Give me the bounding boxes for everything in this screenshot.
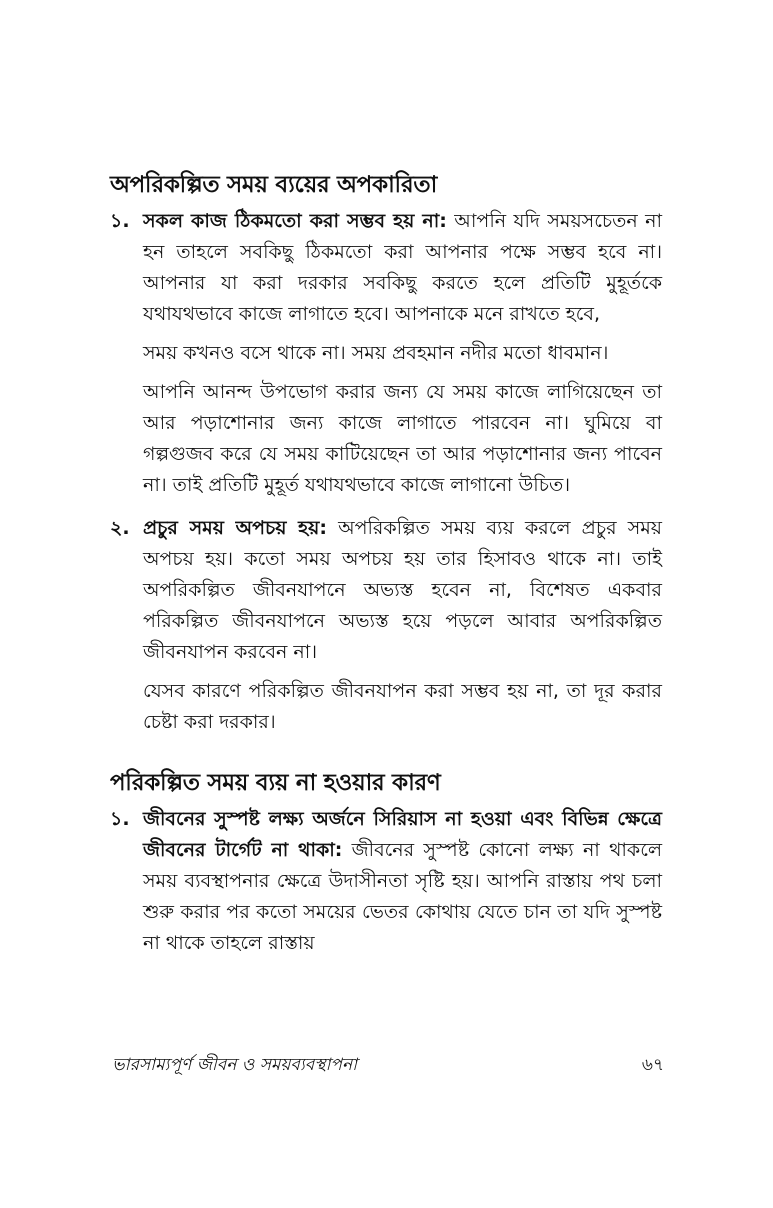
section-heading-disadvantages: অপরিকল্পিত সময় ব্যয়ের অপকারিতা: [110, 172, 438, 198]
section-heading-reasons: পরিকল্পিত সময় ব্যয় না হওয়ার কারণ: [110, 770, 441, 796]
running-title: ভারসাম্যপূর্ণ জীবন ও সময়ব্যবস্থাপনা: [112, 1055, 358, 1075]
page-number: ৬৭: [641, 1055, 664, 1075]
paragraph: যেসব কারণে পরিকল্পিত জীবনযাপন করা সম্ভব হয় না, তা দূর করার চেষ্টা করা দরকার।: [143, 680, 662, 733]
list-item: [110, 206, 662, 330]
list-item: [110, 804, 662, 959]
list-item: [110, 513, 662, 668]
item-number: ১.: [110, 210, 130, 232]
item-number: ২.: [110, 517, 130, 539]
page-footer: [112, 1052, 664, 1080]
item-text: আপনি যদি সময়সচেতন না হন তাহলে সবকিছু ঠিকমতো করা আপনার পক্ষে সম্ভব হবে না। আপনার যা করা দরকার সবকিছু করতে হলে প্রতিটি মুহূর্তকে যথাযথভাবে কাজে লাগাতে হবে। আপনাকে মনে রাখতে হবে,: [143, 210, 662, 325]
page-content: [110, 168, 662, 959]
item-number: ১.: [110, 808, 130, 830]
item-text: অপরিকল্পিত সময় ব্যয় করলে প্রচুর সময় অপচয় হয়। কতো সময় অপচয় হয় তার হিসাবও থাকে না। তাই অপরিকল্পিত জীবনযাপনে অভ্যস্ত হবেন না, বিশেষত একবার পরিকল্পিত জীবনযাপনে অভ্যস্ত হয়ে পড়লে আবার অপরিকল্পিত জীবনযাপন করবেন না।: [143, 517, 662, 663]
item-title: জীবনের সুস্পষ্ট লক্ষ্য অর্জনে সিরিয়াস না হওয়া এবং বিভিন্ন ক্ষেত্রে জীবনের টার্গেট না থাকা:: [143, 808, 662, 861]
item-title: সকল কাজ ঠিকমতো করা সম্ভব হয় না:: [143, 210, 447, 232]
item-text: জীবনের সুস্পষ্ট কোনো লক্ষ্য না থাকলে সময় ব্যবস্থাপনার ক্ষেত্রে উদাসীনতা সৃষ্টি হয়। আপনি রাস্তায় পথ চলা শুরু করার পর কতো সময়ের ভেতর কোথায় যেতে চান তা যদি সুস্পষ্ট না থাকে তাহলে রাস্তায়: [143, 839, 662, 954]
paragraph: আপনি আনন্দ উপভোগ করার জন্য যে সময় কাজে লাগিয়েছেন তা আর পড়াশোনার জন্য কাজে লাগাতে পারবেন না। ঘুমিয়ে বা গল্পগুজব করে যে সময় কাটিয়েছেন তা আর পড়াশোনার জন্য পাবেন না। তাই প্রতিটি মুহূর্ত যথাযথভাবে কাজে লাগানো উচিত।: [143, 381, 662, 496]
item-title: প্রচুর সময় অপচয় হয়:: [143, 517, 327, 539]
paragraph: সময় কখনও বসে থাকে না। সময় প্রবহমান নদীর মতো ধাবমান।: [143, 342, 609, 364]
